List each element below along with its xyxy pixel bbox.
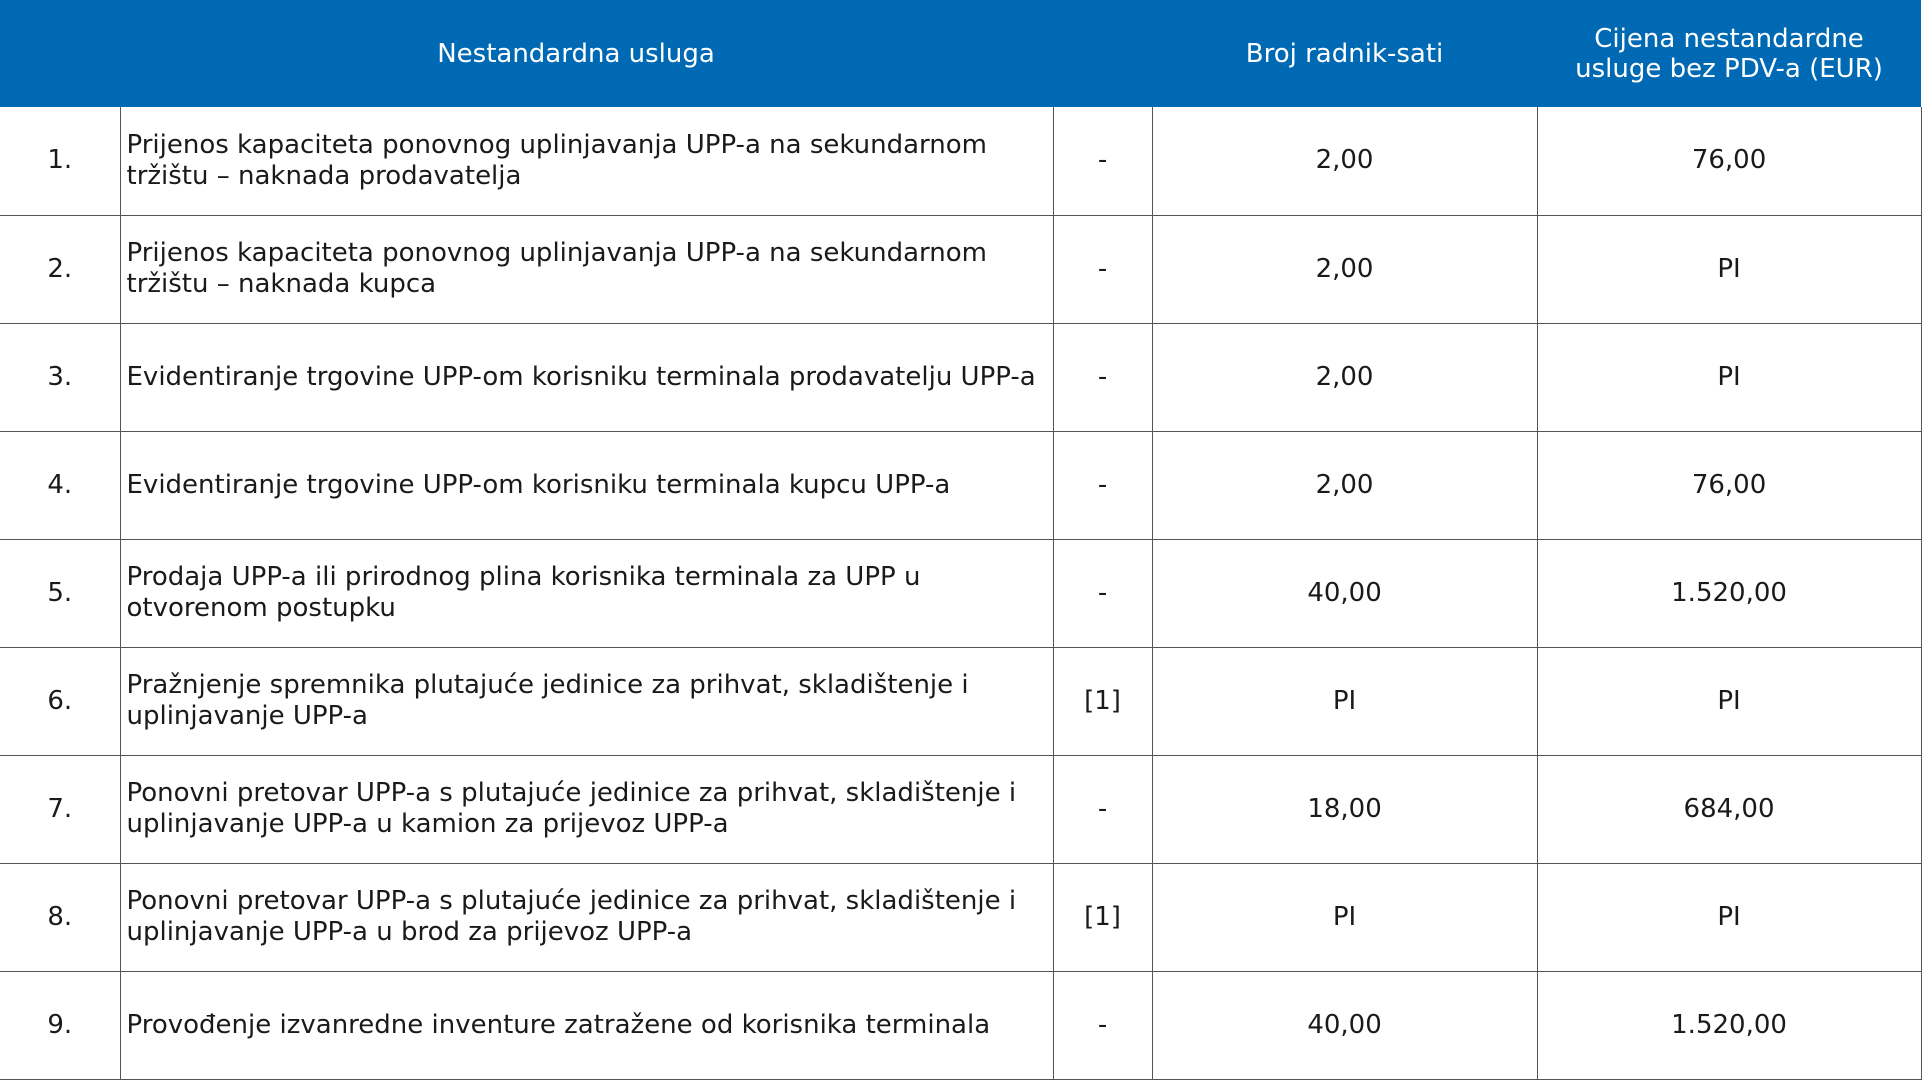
row-number: 2. — [0, 215, 120, 323]
note-ref: - — [1053, 107, 1152, 215]
work-hours: PI — [1152, 647, 1537, 755]
service-name: Ponovni pretovar UPP-a s plutajuće jedinice za prihvat, skladištenje i uplinjavanje UPP-a u brod za prijevoz UPP-a — [120, 863, 1053, 971]
service-price: 1.520,00 — [1537, 971, 1921, 1079]
service-price: PI — [1537, 863, 1921, 971]
work-hours: 2,00 — [1152, 323, 1537, 431]
service-price: PI — [1537, 215, 1921, 323]
row-number: 1. — [0, 107, 120, 215]
work-hours: 2,00 — [1152, 215, 1537, 323]
note-ref: - — [1053, 539, 1152, 647]
table-row — [0, 539, 1921, 647]
service-price: 1.520,00 — [1537, 539, 1921, 647]
header-hours: Broj radnik-sati — [1152, 0, 1537, 107]
work-hours: 40,00 — [1152, 971, 1537, 1079]
table-body — [0, 107, 1921, 1079]
table-row — [0, 647, 1921, 755]
note-ref: - — [1053, 215, 1152, 323]
note-ref: - — [1053, 323, 1152, 431]
work-hours: 2,00 — [1152, 107, 1537, 215]
row-number: 6. — [0, 647, 120, 755]
work-hours: 40,00 — [1152, 539, 1537, 647]
service-price: 76,00 — [1537, 431, 1921, 539]
table-header — [0, 0, 1921, 107]
note-ref: - — [1053, 755, 1152, 863]
table-row — [0, 431, 1921, 539]
work-hours: 2,00 — [1152, 431, 1537, 539]
table-row — [0, 755, 1921, 863]
note-ref: [1] — [1053, 647, 1152, 755]
service-price: PI — [1537, 323, 1921, 431]
service-price: 76,00 — [1537, 107, 1921, 215]
service-name: Prijenos kapaciteta ponovnog uplinjavanja UPP-a na sekundarnom tržištu – naknada kupca — [120, 215, 1053, 323]
header-row — [0, 0, 1921, 107]
work-hours: 18,00 — [1152, 755, 1537, 863]
service-name: Provođenje izvanredne inventure zatražene od korisnika terminala — [120, 971, 1053, 1079]
row-number: 7. — [0, 755, 120, 863]
row-number: 4. — [0, 431, 120, 539]
work-hours: PI — [1152, 863, 1537, 971]
table-row — [0, 323, 1921, 431]
service-name: Evidentiranje trgovine UPP-om korisniku terminala kupcu UPP-a — [120, 431, 1053, 539]
service-name: Evidentiranje trgovine UPP-om korisniku terminala prodavatelju UPP-a — [120, 323, 1053, 431]
service-name: Prodaja UPP-a ili prirodnog plina korisnika terminala za UPP u otvorenom postupku — [120, 539, 1053, 647]
service-name: Pražnjenje spremnika plutajuće jedinice za prihvat, skladištenje i uplinjavanje UPP-a — [120, 647, 1053, 755]
row-number: 9. — [0, 971, 120, 1079]
header-service: Nestandardna usluga — [0, 0, 1152, 107]
note-ref: - — [1053, 431, 1152, 539]
row-number: 5. — [0, 539, 120, 647]
service-name: Prijenos kapaciteta ponovnog uplinjavanja UPP-a na sekundarnom tržištu – naknada prodavatelja — [120, 107, 1053, 215]
table-row — [0, 971, 1921, 1079]
row-number: 3. — [0, 323, 120, 431]
service-price: 684,00 — [1537, 755, 1921, 863]
table-row — [0, 863, 1921, 971]
note-ref: [1] — [1053, 863, 1152, 971]
row-number: 8. — [0, 863, 120, 971]
service-price: PI — [1537, 647, 1921, 755]
header-price: Cijena nestandardne usluge bez PDV-a (EUR) — [1537, 0, 1921, 107]
table-row — [0, 107, 1921, 215]
note-ref: - — [1053, 971, 1152, 1079]
table-row — [0, 215, 1921, 323]
service-name: Ponovni pretovar UPP-a s plutajuće jedinice za prihvat, skladištenje i uplinjavanje UPP-a u kamion za prijevoz UPP-a — [120, 755, 1053, 863]
